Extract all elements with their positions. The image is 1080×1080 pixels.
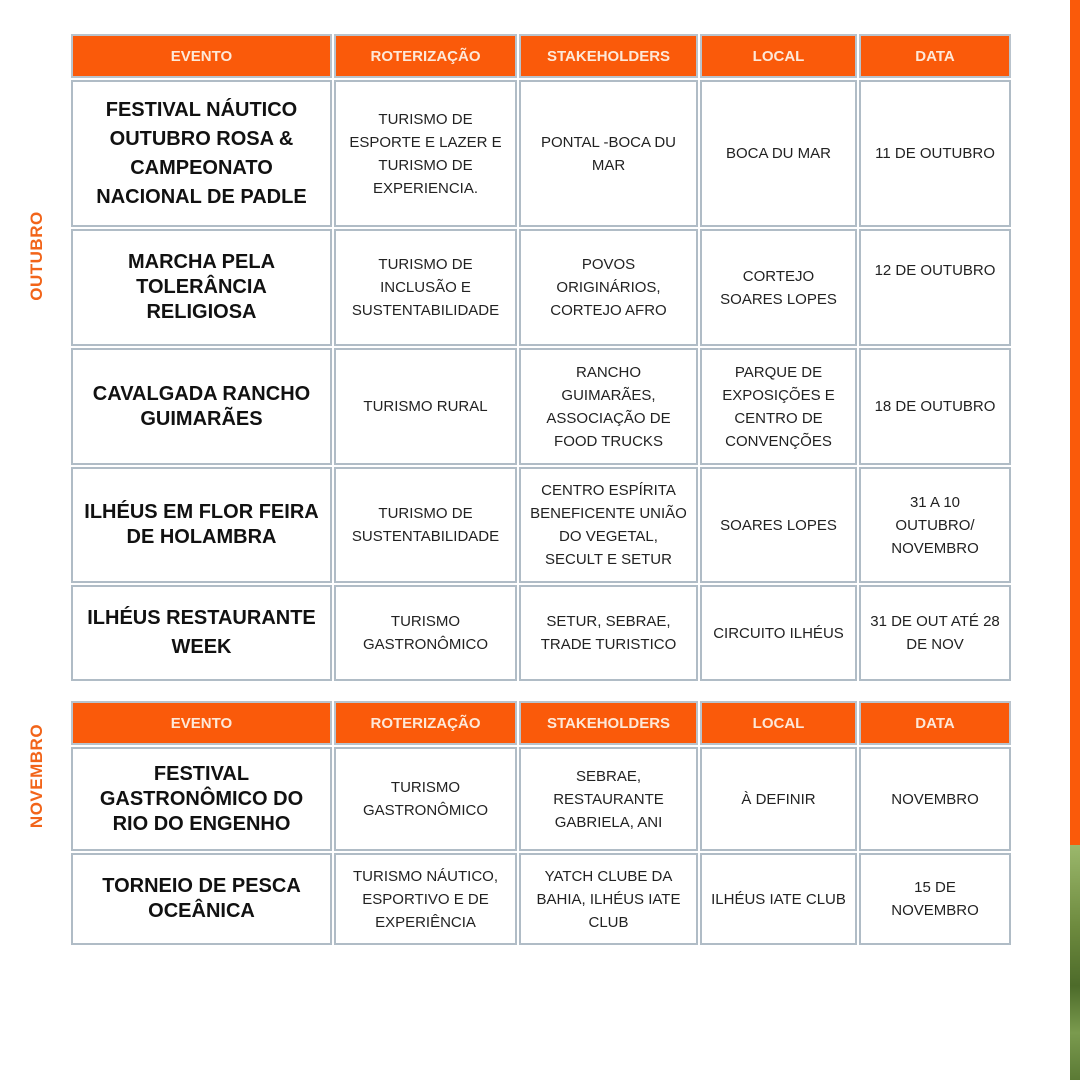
roterizacao-cell: TURISMO GASTRONÔMICO — [334, 747, 517, 851]
stakeholders-cell: PONTAL -BOCA DU MAR — [519, 80, 698, 227]
stakeholders-cell: POVOS ORIGINÁRIOS, CORTEJO AFRO — [519, 229, 698, 346]
stakeholders-cell: RANCHO GUIMARÃES, ASSOCIAÇÃO DE FOOD TRUCKS — [519, 348, 698, 465]
roterizacao-cell: TURISMO DE ESPORTE E LAZER E TURISMO DE EXPERIENCIA. — [334, 80, 517, 227]
header-roterizacao: ROTERIZAÇÃO — [334, 34, 517, 78]
stakeholders-cell: CENTRO ESPÍRITA BENEFICENTE UNIÃO DO VEGETAL, SECULT E SETUR — [519, 467, 698, 583]
local-cell: CORTEJO SOARES LOPES — [700, 229, 857, 346]
header-local: LOCAL — [700, 34, 857, 78]
event-name: ILHÉUS RESTAURANTE WEEK — [71, 585, 332, 681]
november-events-table — [69, 699, 1013, 947]
table-row — [71, 585, 1011, 681]
table-header-row — [71, 701, 1011, 745]
roterizacao-cell: TURISMO DE SUSTENTABILIDADE — [334, 467, 517, 583]
local-cell: BOCA DU MAR — [700, 80, 857, 227]
table-row — [71, 80, 1011, 227]
table-row — [71, 747, 1011, 851]
header-local: LOCAL — [700, 701, 857, 745]
roterizacao-cell: TURISMO NÁUTICO, ESPORTIVO E DE EXPERIÊNCIA — [334, 853, 517, 945]
stakeholders-cell: SETUR, SEBRAE, TRADE TURISTICO — [519, 585, 698, 681]
decorative-photo-edge — [1070, 845, 1080, 1080]
stakeholders-cell: SEBRAE, RESTAURANTE GABRIELA, ANI — [519, 747, 698, 851]
month-label-novembro: NOVEMBRO — [27, 723, 46, 829]
event-name: ILHÉUS EM FLOR FEIRA DE HOLAMBRA — [71, 467, 332, 583]
event-name: CAVALGADA RANCHO GUIMARÃES — [71, 348, 332, 465]
header-stakeholders: STAKEHOLDERS — [519, 34, 698, 78]
date-cell: 31 DE OUT ATÉ 28 DE NOV — [859, 585, 1011, 681]
local-cell: PARQUE DE EXPOSIÇÕES E CENTRO DE CONVENÇÕES — [700, 348, 857, 465]
header-roterizacao: ROTERIZAÇÃO — [334, 701, 517, 745]
table-row — [71, 348, 1011, 465]
month-label-outubro: OUTUBRO — [27, 211, 46, 301]
event-name: FESTIVAL NÁUTICO OUTUBRO ROSA & CAMPEONATO NACIONAL DE PADLE — [71, 80, 332, 227]
roterizacao-cell: TURISMO DE INCLUSÃO E SUSTENTABILIDADE — [334, 229, 517, 346]
stakeholders-cell: YATCH CLUBE DA BAHIA, ILHÉUS IATE CLUB — [519, 853, 698, 945]
local-cell: SOARES LOPES — [700, 467, 857, 583]
date-cell: NOVEMBRO — [859, 747, 1011, 851]
table-row — [71, 229, 1011, 346]
table-header-row — [71, 34, 1011, 78]
event-name: FESTIVAL GASTRONÔMICO DO RIO DO ENGENHO — [71, 747, 332, 851]
event-name: TORNEIO DE PESCA OCEÂNICA — [71, 853, 332, 945]
header-data: DATA — [859, 701, 1011, 745]
october-events-table — [69, 32, 1013, 683]
table-row — [71, 853, 1011, 945]
roterizacao-cell: TURISMO RURAL — [334, 348, 517, 465]
date-cell: 11 DE OUTUBRO — [859, 80, 1011, 227]
event-name: MARCHA PELA TOLERÂNCIA RELIGIOSA — [71, 229, 332, 346]
date-cell: 18 DE OUTUBRO — [859, 348, 1011, 465]
date-cell: 15 DE NOVEMBRO — [859, 853, 1011, 945]
local-cell: ILHÉUS IATE CLUB — [700, 853, 857, 945]
header-evento: EVENTO — [71, 701, 332, 745]
roterizacao-cell: TURISMO GASTRONÔMICO — [334, 585, 517, 681]
header-stakeholders: STAKEHOLDERS — [519, 701, 698, 745]
date-cell: 12 DE OUTUBRO — [859, 229, 1011, 346]
local-cell: CIRCUITO ILHÉUS — [700, 585, 857, 681]
local-cell: À DEFINIR — [700, 747, 857, 851]
header-evento: EVENTO — [71, 34, 332, 78]
date-cell: 31 A 10 OUTUBRO/ NOVEMBRO — [859, 467, 1011, 583]
header-data: DATA — [859, 34, 1011, 78]
decorative-orange-strip — [1070, 0, 1080, 850]
table-row — [71, 467, 1011, 583]
